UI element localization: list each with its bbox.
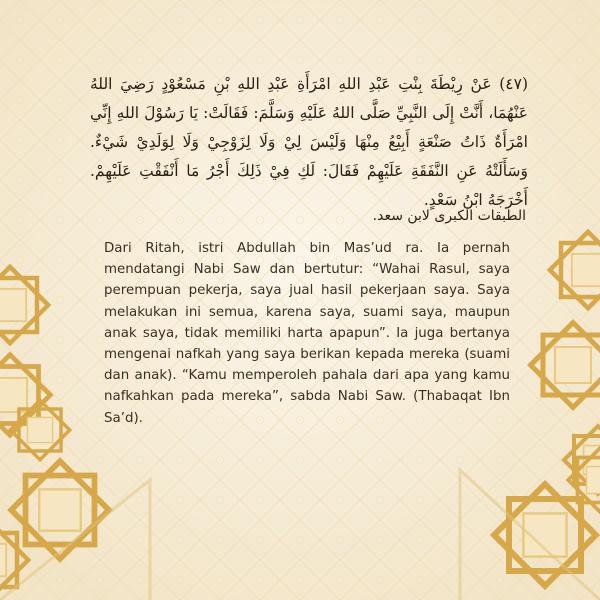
arabic-source-note: الطبقات الكبرى لابن سعد.: [372, 208, 526, 224]
indonesian-translation: Dari Ritah, istri Abdullah bin Mas’ud ra. Ia pernah mendatangi Nabi Saw dan bertutur: “Wahai Rasul, saya perempuan pekerja, saya jual hasil pekerjaan saya. Saya melakukan ini semua, karena saya, suami saya, maupun anak saya, tidak memiliki harta apapun”. Ia juga bertanya mengenai nafkah yang saya berikan kepada mereka (suami dan anak). “Kamu memperoleh pahala dari apa yang kamu nafkahkan pada mereka”, sabda Nabi Saw. (Thabaqat Ibn Sa’d).: [104, 241, 510, 426]
arabic-hadith-text: (٤٧) عَنْ رِيْطَةَ بِنْتِ عَبْدِ اللهِ امْرَأَةِ عَبْدِ اللهِ بْنِ مَسْعُوْدٍ رَضِيَ اللهُ عَنْهُمَا، أَنَّتْ إِلَى النَّبِيِّ صَلَّى اللهُ عَلَيْهِ وَسَلَّمَ: فَقَالَتْ: يَا رَسُوْلَ اللهِ إِنِّي امْرَأَةٌ ذَاتُ صَنْعَةٍ أَبِيْعُ مِنْهَا وَلَيْسَ لِيْ وَلَا لِزَوْجِيْ وَلَا لِوَلَدِيْ شَيْءٌ. وَسَأَلَتْهُ عَنِ النَّفَقَةِ عَلَيْهِمْ فَقَالَ: لَكِ فِيْ ذَلِكَ أَجْرُ مَا أَنْفَقْتِ عَلَيْهِمْ. أَخْرَجَهُ ابْنُ سَعْدٍ.: [90, 75, 528, 209]
